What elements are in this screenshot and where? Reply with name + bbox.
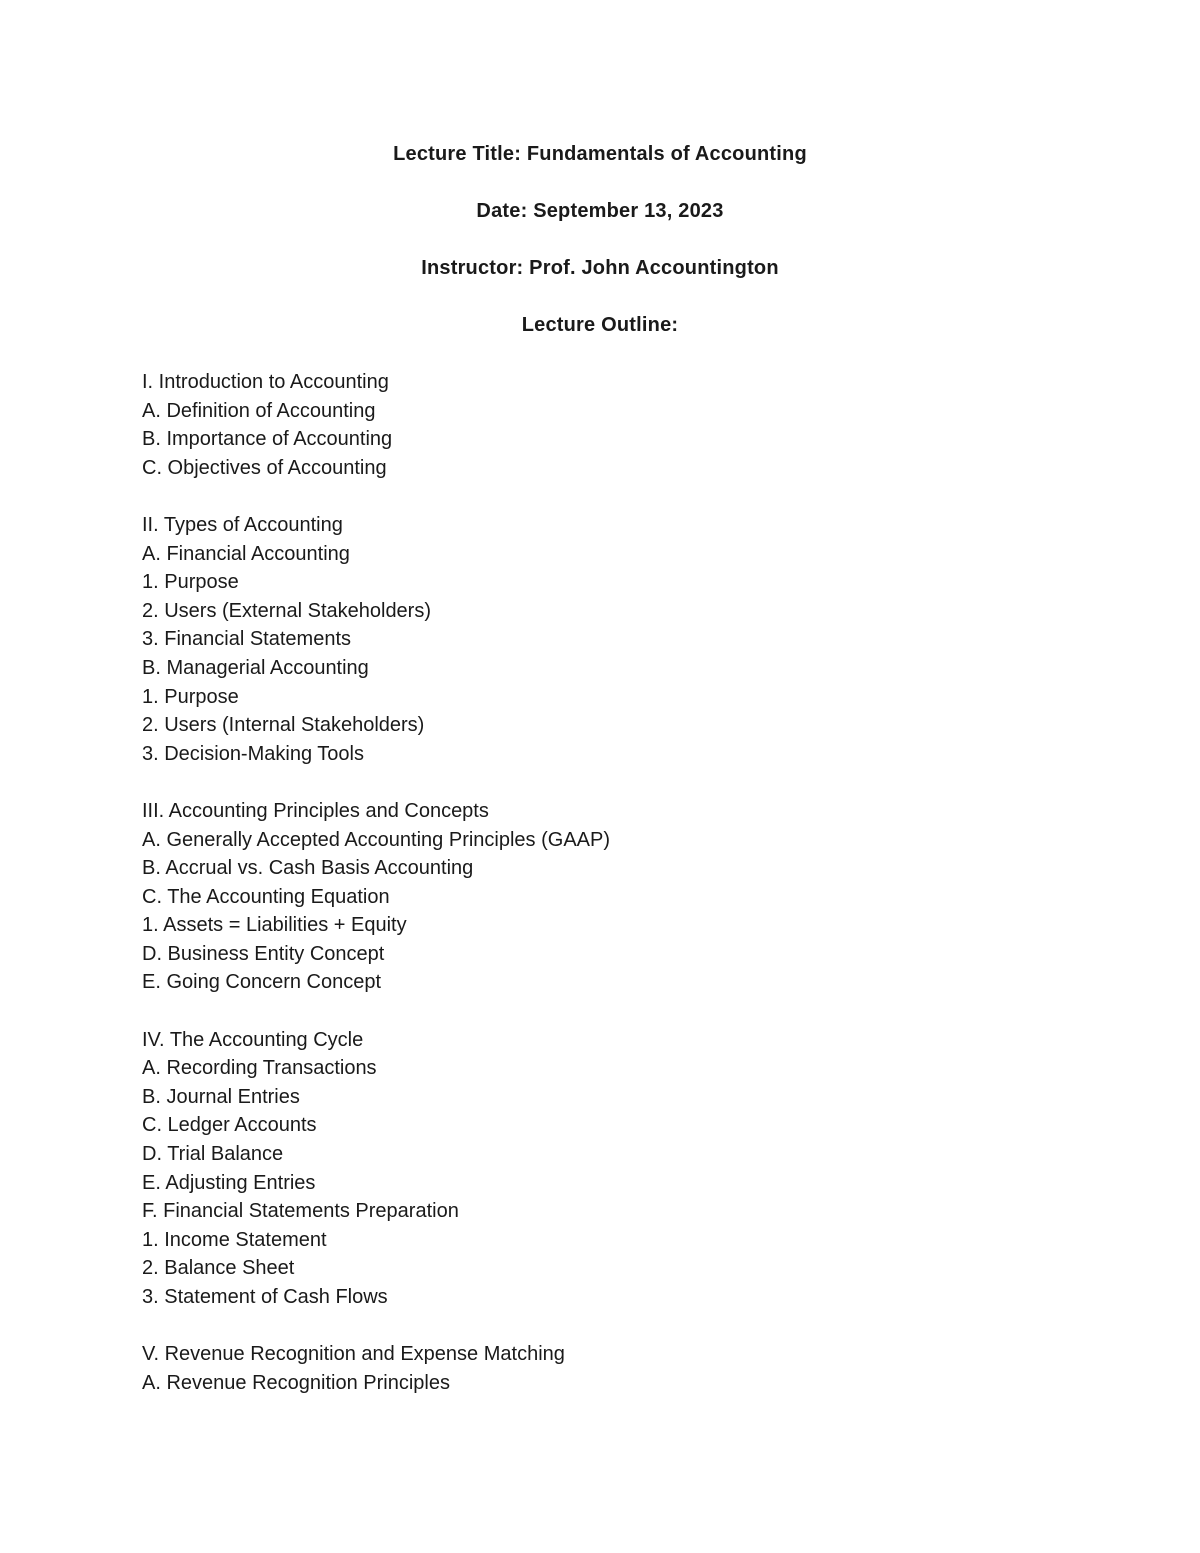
- outline-section-heading: III. Accounting Principles and Concepts: [142, 799, 489, 822]
- outline-item: 3. Statement of Cash Flows: [142, 1286, 388, 1308]
- outline-item: A. Definition of Accounting: [142, 399, 376, 422]
- outline-item: 3. Decision-Making Tools: [142, 742, 364, 765]
- outline-section-heading: I. Introduction to Accounting: [142, 371, 389, 393]
- outline-section: [142, 1026, 1142, 1312]
- lecture-date: Date: September 13, 2023: [476, 200, 724, 222]
- outline-item: 2. Users (External Stakeholders): [142, 599, 432, 622]
- outline-heading: Lecture Outline:: [521, 314, 679, 336]
- outline-item: 3. Financial Statements: [142, 628, 351, 651]
- outline-item: 2. Balance Sheet: [142, 1257, 295, 1280]
- outline-item: 1. Purpose: [142, 685, 239, 708]
- outline-item: E. Adjusting Entries: [142, 1171, 316, 1194]
- outline-item: D. Trial Balance: [142, 1143, 284, 1166]
- outline-item: A. Financial Accounting: [142, 542, 350, 565]
- outline-item: B. Journal Entries: [142, 1085, 300, 1108]
- outline-item: A. Generally Accepted Accounting Principles (GAAP): [142, 828, 611, 851]
- outline-section-heading: IV. The Accounting Cycle: [142, 1028, 364, 1051]
- outline-item: C. The Accounting Equation: [142, 885, 390, 908]
- outline-item: 2. Users (Internal Stakeholders): [142, 714, 425, 737]
- outline-section: [142, 1340, 1142, 1397]
- outline-item: B. Accrual vs. Cash Basis Accounting: [142, 857, 474, 880]
- outline-item: C. Ledger Accounts: [142, 1114, 317, 1137]
- outline-item: 1. Income Statement: [142, 1228, 327, 1251]
- outline-item: A. Recording Transactions: [142, 1057, 377, 1080]
- lecture-title: Lecture Title: Fundamentals of Accounting: [393, 143, 807, 165]
- outline-section: [142, 511, 1142, 768]
- outline-item: A. Revenue Recognition Principles: [142, 1371, 450, 1394]
- lecture-outline: [142, 368, 1142, 1426]
- outline-item: 1. Assets = Liabilities + Equity: [142, 914, 407, 937]
- lecture-instructor: Instructor: Prof. John Accountington: [421, 257, 779, 279]
- outline-section-heading: V. Revenue Recognition and Expense Matching: [142, 1343, 565, 1366]
- outline-item: D. Business Entity Concept: [142, 942, 385, 965]
- outline-item: B. Importance of Accounting: [142, 428, 393, 451]
- outline-item: C. Objectives of Accounting: [142, 456, 387, 479]
- outline-section-heading: II. Types of Accounting: [142, 513, 343, 536]
- outline-item: E. Going Concern Concept: [142, 971, 382, 994]
- outline-item: F. Financial Statements Preparation: [142, 1200, 459, 1223]
- outline-section: [142, 368, 1142, 482]
- outline-item: 1. Purpose: [142, 571, 239, 594]
- outline-item: B. Managerial Accounting: [142, 656, 369, 679]
- outline-section: [142, 797, 1142, 997]
